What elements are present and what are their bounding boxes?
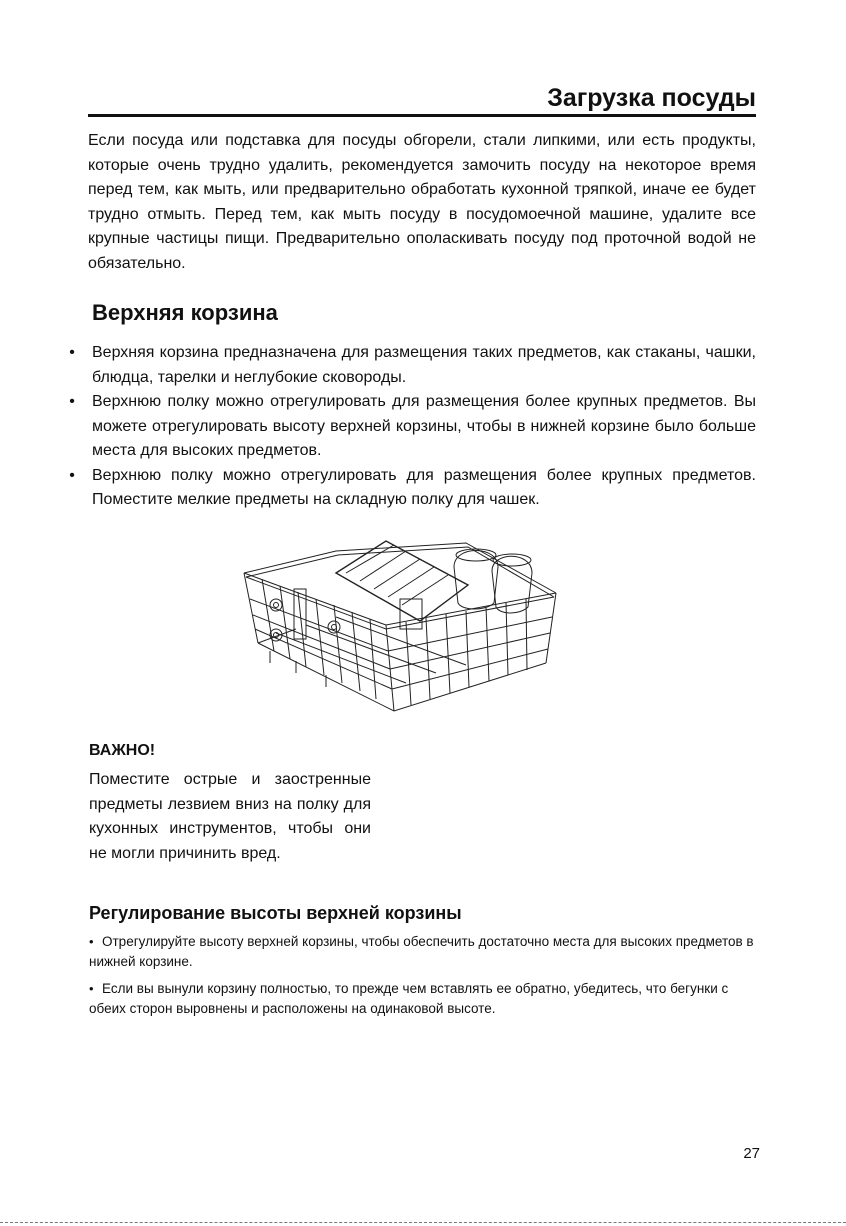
- list-item: [89, 932, 757, 971]
- list-item: [69, 390, 756, 464]
- list-item-text: Если вы вынули корзину полностью, то прежде чем вставлять ее обратно, убедитесь, что бегунки с обеих сторон выровнены и расположены на одинаковой высоте.: [89, 981, 729, 1016]
- important-title: ВАЖНО!: [89, 742, 156, 759]
- intro-paragraph: Если посуда или подставка для посуды обгорели, стали липкими, или есть продукты, которые очень трудно удалить, рекомендуется замочить посуду на некоторое время перед тем, как мыть, или предварительно обработать кухонной тряпкой, иначе ее будет трудно отмыть. Перед тем, как мыть посуду в посудомоечной машине, удалите все крупные частицы пищи. Предварительно ополаскивать посуду под проточной водой не обязательно.: [88, 132, 756, 272]
- list-item-text: Верхнюю полку можно отрегулировать для размещения более крупных предметов. Вы можете отрегулировать высоту верхней корзины, чтобы в нижней корзине было больше места для высоких предметов.: [92, 393, 756, 459]
- list-item-text: Верхнюю полку можно отрегулировать для размещения более крупных предметов. Поместите мелкие предметы на складную полку для чашек.: [92, 466, 756, 508]
- page-bottom-divider: [0, 1222, 846, 1223]
- list-item-text: Верхняя корзина предназначена для размещения таких предметов, как стаканы, чашки, блюдца, тарелки и неглубокие сковороды.: [92, 344, 756, 386]
- bullet-icon: •: [89, 981, 94, 996]
- bullet-icon: •: [69, 393, 75, 410]
- list-item-text: Отрегулируйте высоту верхней корзины, чтобы обеспечить достаточно места для высоких предметов в нижней корзине.: [89, 934, 754, 969]
- list-item: [69, 464, 756, 513]
- title-underline: [88, 114, 756, 117]
- upper-basket-bullet-list: [69, 341, 756, 513]
- bullet-icon: •: [69, 344, 75, 361]
- list-item: [69, 341, 756, 390]
- bullet-icon: •: [89, 934, 94, 949]
- page-title: Загрузка посуды: [547, 84, 756, 112]
- page-number: 27: [743, 1145, 760, 1162]
- height-adjustment-heading: Регулирование высоты верхней корзины: [89, 903, 462, 923]
- dishwasher-upper-basket-illustration: [236, 533, 570, 723]
- height-adjustment-list: [89, 932, 757, 1026]
- bullet-icon: •: [69, 466, 75, 484]
- upper-basket-heading: Верхняя корзина: [92, 300, 278, 325]
- important-text: Поместите острые и заостренные предметы лезвием вниз на полку для кухонных инструментов, чтобы они не могли причинить вред.: [89, 771, 371, 862]
- list-item: [89, 979, 757, 1018]
